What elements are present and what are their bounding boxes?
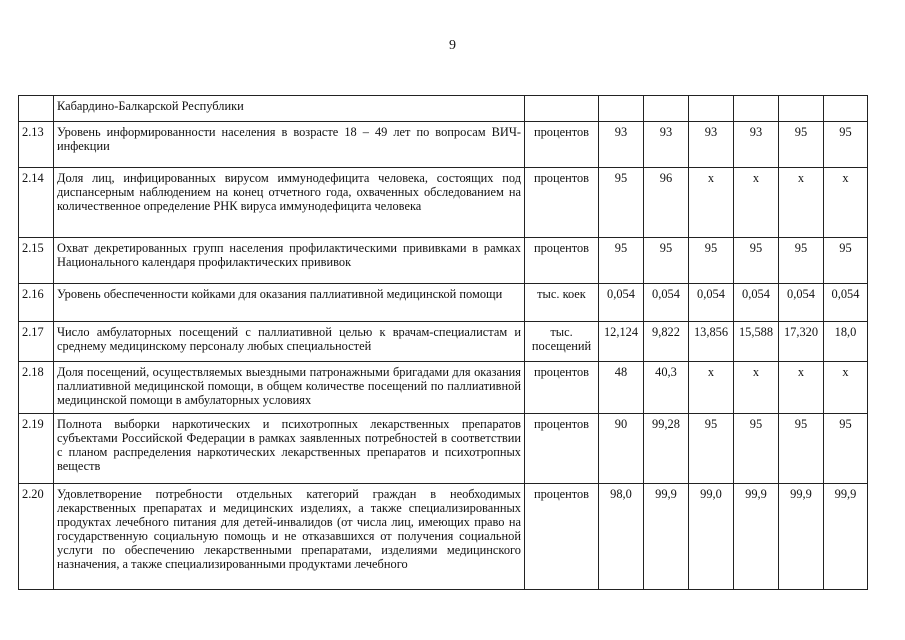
row-value: 99,28 [644,414,689,484]
row-value: 98,0 [599,484,644,590]
table-row [19,168,868,238]
row-number: 2.18 [19,362,54,414]
row-number: 2.20 [19,484,54,590]
row-value: 95 [599,238,644,284]
row-value: 9,822 [644,322,689,362]
table-row [19,122,868,168]
row-value: х [824,362,868,414]
row-value: 0,054 [824,284,868,322]
table-row [19,238,868,284]
table-row [19,484,868,590]
row-value: 93 [689,122,734,168]
row-value: 99,9 [824,484,868,590]
row-value: 93 [599,122,644,168]
row-value: 93 [644,122,689,168]
table-row [19,96,868,122]
row-value: 95 [779,122,824,168]
row-unit: тыс. коек [525,284,599,322]
row-unit: процентов [525,168,599,238]
row-value: 0,054 [779,284,824,322]
row-value: 95 [824,414,868,484]
row-unit: тыс. посещений [525,322,599,362]
row-value: х [824,168,868,238]
row-unit: процентов [525,362,599,414]
row-value: х [779,168,824,238]
row-value: х [779,362,824,414]
row-value: х [689,168,734,238]
row-value: 95 [824,122,868,168]
row-value: 95 [734,238,779,284]
row-value: 12,124 [599,322,644,362]
row-value: 48 [599,362,644,414]
row-number: 2.13 [19,122,54,168]
row-unit: процентов [525,414,599,484]
row-value: 95 [734,414,779,484]
row-value: 95 [644,238,689,284]
row-value: 95 [824,238,868,284]
row-value: 0,054 [734,284,779,322]
row-description: Охват декретированных групп населения профилактическими прививками в рамках Национального календаря профилактических прививок [54,238,525,284]
row-value: 15,588 [734,322,779,362]
row-value: 95 [779,238,824,284]
table-row [19,284,868,322]
indicators-table [18,95,868,590]
row-value: 0,054 [644,284,689,322]
row-value: 17,320 [779,322,824,362]
row-description: Доля посещений, осуществляемых выездными патронажными бригадами для оказания паллиативной медицинской помощи, в общем количестве посещений по паллиативной медицинской помощи в амбулаторных условиях [54,362,525,414]
row-description: Кабардино-Балкарской Республики [54,96,525,122]
page-number: 9 [449,38,456,53]
row-value: 99,9 [644,484,689,590]
row-value: 40,3 [644,362,689,414]
row-value: 13,856 [689,322,734,362]
row-number: 2.17 [19,322,54,362]
row-value: 95 [689,238,734,284]
row-number: 2.15 [19,238,54,284]
row-description: Удовлетворение потребности отдельных категорий граждан в необходимых лекарственных препаратах и медицинских изделиях, а также специализированных продуктах лечебного питания для детей-инвалидов (от числа лиц, имеющих право на государственную социальную помощь и не отказавшихся от получения социальной услуги по обеспечению лекарственными препаратами, изделиями медицинского назначения, а также специализированными продуктами лечебного [54,484,525,590]
table-row [19,322,868,362]
row-number: 2.19 [19,414,54,484]
row-value: 93 [734,122,779,168]
row-value: 0,054 [689,284,734,322]
row-unit: процентов [525,122,599,168]
row-value: х [689,362,734,414]
row-value: 96 [644,168,689,238]
row-description: Число амбулаторных посещений с паллиативной целью к врачам-специалистам и среднему медицинскому персоналу любых специальностей [54,322,525,362]
row-description: Полнота выборки наркотических и психотропных лекарственных препаратов субъектами Российской Федерации в рамках заявленных потребностей в соответствии с планом распределения наркотических лекарственных препаратов и психотропных веществ [54,414,525,484]
row-value: х [734,362,779,414]
row-value: 95 [599,168,644,238]
row-description: Уровень информированности населения в возрасте 18 – 49 лет по вопросам ВИЧ-инфекции [54,122,525,168]
row-unit: процентов [525,238,599,284]
table-row [19,414,868,484]
row-value: 18,0 [824,322,868,362]
row-number [19,96,54,122]
row-number: 2.16 [19,284,54,322]
row-value: 99,9 [779,484,824,590]
row-unit: процентов [525,484,599,590]
row-value: х [734,168,779,238]
row-number: 2.14 [19,168,54,238]
row-value: 0,054 [599,284,644,322]
row-value: 95 [779,414,824,484]
row-value: 90 [599,414,644,484]
table-row [19,362,868,414]
row-description: Уровень обеспеченности койками для оказания паллиативной медицинской помощи [54,284,525,322]
row-value: 99,9 [734,484,779,590]
row-description: Доля лиц, инфицированных вирусом иммунодефицита человека, состоящих под диспансерным наблюдением на конец отчетного года, охваченных обследованием на количественное определение РНК вируса иммунодефицита человека [54,168,525,238]
row-value: 99,0 [689,484,734,590]
row-value: 95 [689,414,734,484]
